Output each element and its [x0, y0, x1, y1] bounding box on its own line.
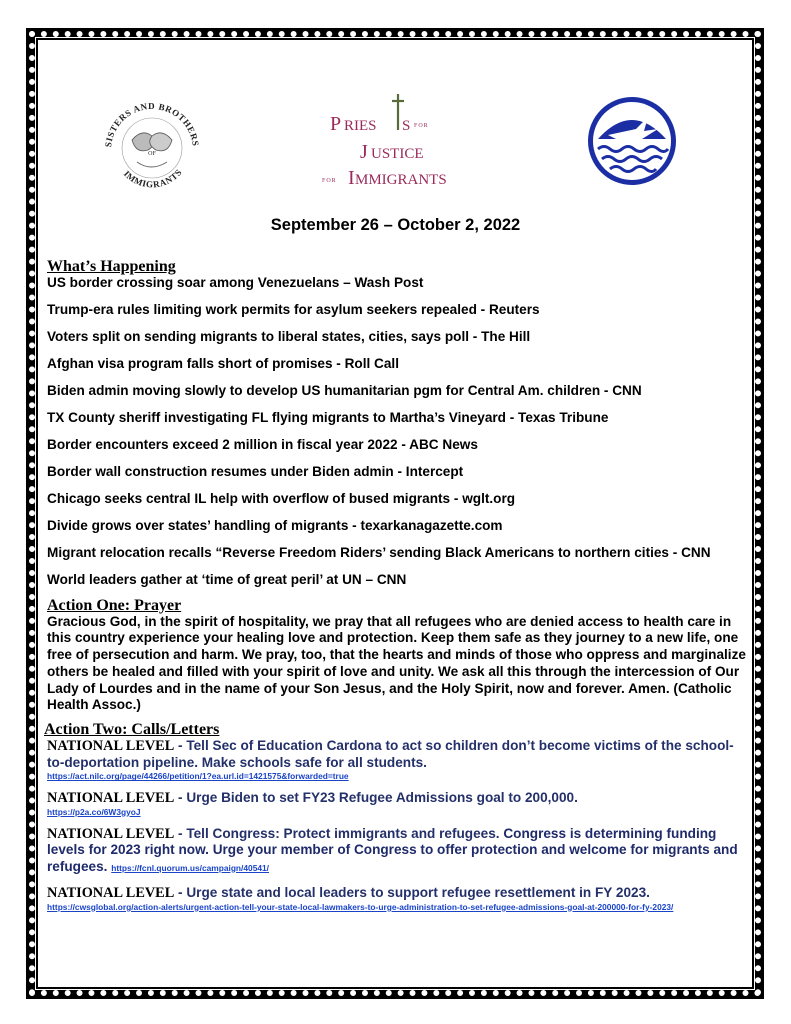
- news-item[interactable]: Biden admin moving slowly to develop US humanitarian pgm for Central Am. children - CNN: [47, 383, 642, 398]
- action-link[interactable]: https://fcnl.quorum.us/campaign/40541/: [111, 862, 269, 873]
- logo-center-i: I: [348, 167, 355, 189]
- heading-whats-happening: What’s Happening: [47, 258, 176, 275]
- action-link[interactable]: https://p2a.co/6W3gyoJ: [47, 806, 141, 817]
- logo-center-s: S: [402, 118, 411, 134]
- logo-left-bottom-text: IMMIGRANTS: [121, 166, 184, 190]
- action-text: - Urge state and local leaders to support refugee resettlement in FY 2023.: [174, 885, 650, 901]
- dove-over-waves-icon: [584, 93, 680, 189]
- news-item[interactable]: TX County sheriff investigating FL flying migrants to Martha’s Vineyard - Texas Tribune: [47, 410, 609, 425]
- news-item[interactable]: Trump-era rules limiting work permits for asylum seekers repealed - Reuters: [47, 302, 540, 317]
- prayer-text: Gracious God, in the spirit of hospitality, we pray that all refugees who are denied access to health care in this country experience your healing love and protection. Keep them safe as they journey to a new life, one free of persecution and harm. We pray, too, that the hearts and minds of those who oppress and marginalize others be healed and filled with your spirit of love and unity. We ask all this through the intercession of Our Lady of Lourdes and in the name of your Son Jesus, and the Holy Spirit, now and forever. Amen. (Catholic Health Assoc.): [47, 613, 746, 713]
- logo-center-for1: FOR: [414, 123, 429, 129]
- action-text: - Tell Congress: Protect immigrants and refugees.: [174, 825, 504, 841]
- action-text: - Urge Biden to set FY23 Refugee Admissions goal to 200,000.: [174, 790, 578, 806]
- logo-center-ustice: USTICE: [371, 146, 424, 162]
- news-item[interactable]: Divide grows over states’ handling of migrants - texarkanagazette.com: [47, 518, 503, 533]
- heading-action-one: Action One: Prayer: [47, 596, 182, 614]
- action-level: NATIONAL LEVEL: [47, 738, 175, 755]
- logo-center-p: P: [330, 113, 342, 135]
- news-item[interactable]: Voters split on sending migrants to liberal states, cities, says poll - The Hill: [47, 329, 531, 344]
- news-item[interactable]: Chicago seeks central IL help with overflow of bused migrants - wglt.org: [47, 491, 516, 506]
- logo-center-mmigrants: MMIGRANTS: [355, 172, 447, 188]
- newsletter-content: [44, 258, 747, 921]
- sisters-brothers-immigrants-logo: [97, 92, 207, 200]
- action-item: [47, 738, 747, 781]
- action-level: NATIONAL LEVEL: [47, 885, 175, 902]
- action-text-continued: Congress is determining funding levels for 2023 right now. Urge your member of Congress to offer protection and welcome for migrants and refugees.: [47, 825, 738, 874]
- news-item[interactable]: Border encounters exceed 2 million in fiscal year 2022 - ABC News: [47, 437, 478, 452]
- logo-center-j: J: [360, 141, 368, 163]
- news-item[interactable]: US border crossing soar among Venezuelans – Wash Post: [47, 275, 424, 290]
- logo-center-ries: RIES: [344, 118, 377, 134]
- action-text: - Tell Sec of Education Cardona to act so children don’t become victims of the school-to-deportation pipeline. Make schools safe for all students.: [47, 738, 734, 770]
- logo-center-for2: FOR: [322, 178, 337, 184]
- logo-left-top-text: SISTERS AND BROTHERS: [103, 100, 201, 148]
- heading-action-two: Action Two: Calls/Letters: [44, 721, 220, 739]
- logo-left-mid-text: OF: [148, 151, 156, 157]
- news-item[interactable]: Border wall construction resumes under Biden admin - Intercept: [47, 464, 464, 479]
- news-item[interactable]: Afghan visa program falls short of promises - Roll Call: [47, 356, 399, 371]
- priests-for-justice-logo: [310, 90, 470, 190]
- action-level: NATIONAL LEVEL: [47, 790, 175, 807]
- action-link[interactable]: https://act.nilc.org/page/44266/petition/1?ea.url.id=1421575&forwarded=true: [47, 771, 349, 782]
- news-item[interactable]: World leaders gather at ‘time of great peril’ at UN – CNN: [47, 572, 407, 587]
- action-item: [47, 826, 747, 877]
- action-level: NATIONAL LEVEL: [47, 825, 175, 842]
- action-item: [47, 885, 747, 912]
- action-link[interactable]: https://cwsglobal.org/action-alerts/urgent-action-tell-your-state-local-lawmakers-to-urge-administration-to-set-refugee-admissions-goal-at-200000-for-fy-2023/: [47, 901, 674, 912]
- action-item: [47, 790, 747, 817]
- news-item[interactable]: Migrant relocation recalls “Reverse Freedom Riders’ sending Black Americans to northern cities - CNN: [47, 545, 711, 560]
- date-range: September 26 – October 2, 2022: [270, 216, 521, 234]
